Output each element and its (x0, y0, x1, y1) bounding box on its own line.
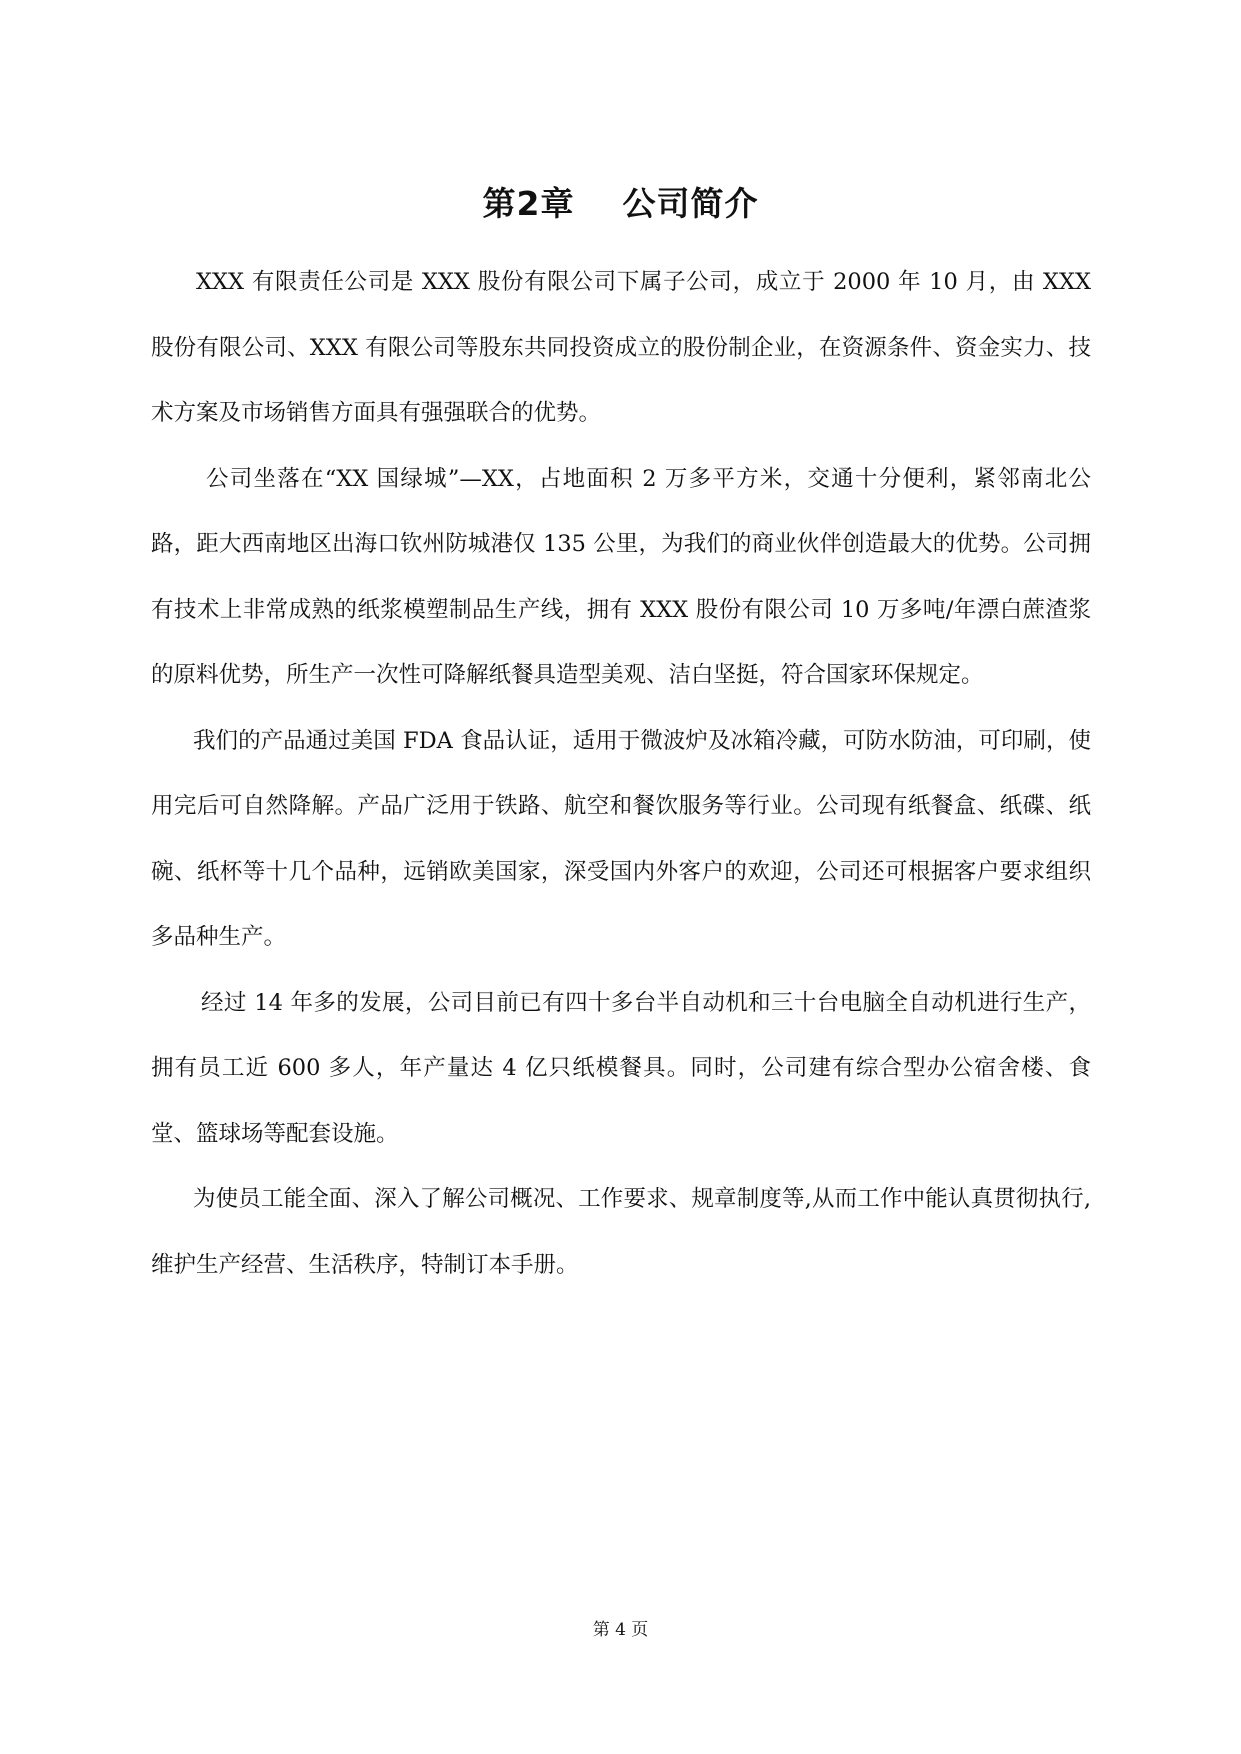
paragraph-company-overview: XXX 有限责任公司是 XXX 股份有限公司下属子公司，成立于 2000 年 10 月，由 XXX 股份有限公司、XXX 有限公司等股东共同投资成立的股份制企业，在资源条件、资金实力、技术方案及市场销售方面具有强强联合的优势。 (151, 269, 1091, 426)
chapter-number: 第2章 (482, 184, 575, 224)
paragraph-location: 公司坐落在“XX 国绿城”—XX，占地面积 2 万多平方米，交通十分便利，紧邻南北公路，距大西南地区出海口钦州防城港仅 135 公里，为我们的商业伙伴创造最大的优势。公司拥有技术上非常成熟的纸浆模塑制品生产线，拥有 XXX 股份有限公司 10 万多吨/年漂白蔗渣浆的原料优势，所生产一次性可降解纸餐具造型美观、洁白坚挺，符合国家环保规定。 (151, 465, 1091, 688)
paragraph-products: 我们的产品通过美国 FDA 食品认证，适用于微波炉及冰箱冷藏，可防水防油，可印刷，使用完后可自然降解。产品广泛用于铁路、航空和餐饮服务等行业。公司现有纸餐盒、纸碟、纸碗、纸杯等十几个品种，远销欧美国家，深受国内外客户的欢迎，公司还可根据客户要求组织多品种生产。 (151, 727, 1091, 950)
body-text (151, 250, 1091, 1298)
chapter-name: 公司简介 (622, 184, 759, 224)
chapter-title (0, 180, 1241, 228)
paragraph-development: 经过 14 年多的发展，公司目前已有四十多台半自动机和三十台电脑全自动机进行生产，拥有员工近 600 多人，年产量达 4 亿只纸模餐具。同时，公司建有综合型办公宿舍楼、食堂、篮球场等配套设施。 (151, 989, 1091, 1147)
paragraph-handbook-purpose: 为使员工能全面、深入了解公司概况、工作要求、规章制度等,从而工作中能认真贯彻执行,维护生产经营、生活秩序，特制订本手册。 (151, 1186, 1091, 1278)
page-number: 第 4 页 (592, 1620, 649, 1640)
